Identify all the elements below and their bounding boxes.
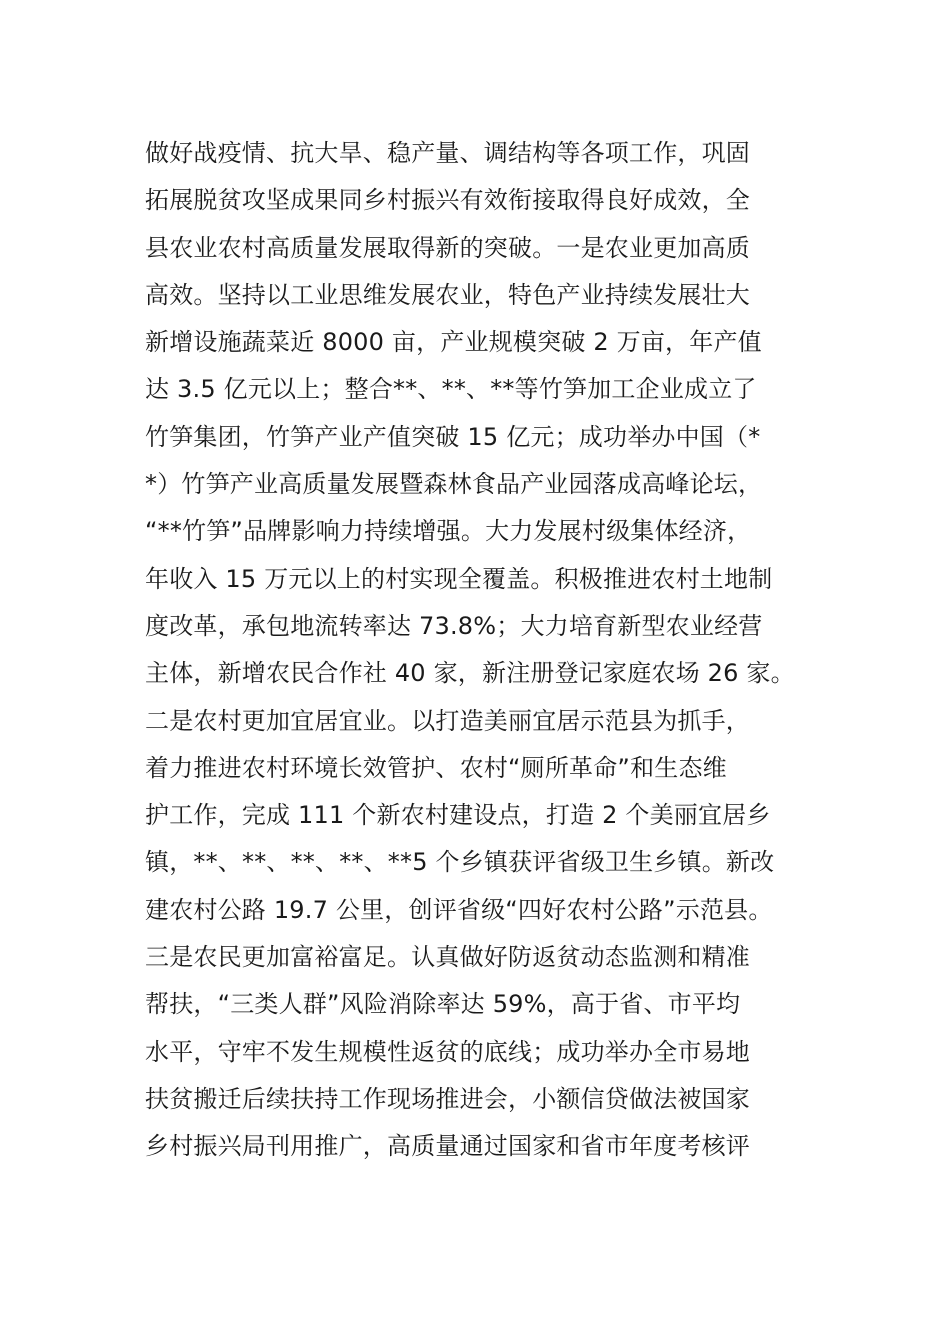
text-line: 新增设施蔬菜近 8000 亩，产业规模突破 2 万亩，年产值 (145, 328, 762, 357)
text-line: 高效。坚持以工业思维发展农业，特色产业持续发展壮大 (145, 280, 750, 309)
text-line: 达 3.5 亿元以上；整合**、**、**等竹笋加工企业成立了 (145, 375, 757, 404)
text-line: 三是农民更加富裕富足。认真做好防返贫动态监测和精准 (145, 943, 750, 972)
text-line: 水平，守牢不发生规模性返贫的底线；成功举办全市易地 (145, 1037, 750, 1066)
text-line: 做好战疫情、抗大旱、稳产量、调结构等各项工作，巩固 (145, 139, 750, 167)
body-text (145, 130, 835, 1171)
text-line: 乡村振兴局刊用推广，高质量通过国家和省市年度考核评 (145, 1132, 750, 1161)
text-line: 拓展脱贫攻坚成果同乡村振兴有效衔接取得良好成效，全 (145, 186, 750, 215)
text-line: 着力推进农村环境长效管护、农村“厕所革命”和生态维 (145, 753, 727, 782)
text-line: 护工作，完成 111 个新农村建设点，打造 2 个美丽宜居乡 (145, 801, 771, 830)
text-line: 二是农村更加宜居宜业。以打造美丽宜居示范县为抓手， (145, 706, 750, 735)
text-line: *）竹笋产业高质量发展暨森林食品产业园落成高峰论坛， (145, 470, 763, 499)
text-line: 县农业农村高质量发展取得新的突破。一是农业更加高质 (145, 233, 750, 262)
text-line: 建农村公路 19.7 公里，创评省级“四好农村公路”示范县。 (145, 895, 773, 924)
text-line: 主体，新增农民合作社 40 家，新注册登记家庭农场 26 家。 (145, 659, 795, 688)
text-line: 竹笋集团，竹笋产业产值突破 15 亿元；成功举办中国（* (145, 422, 761, 451)
text-line: 帮扶，“三类人群”风险消除率达 59%，高于省、市平均 (145, 990, 741, 1019)
text-line: 扶贫搬迁后续扶持工作现场推进会，小额信贷做法被国家 (145, 1084, 750, 1113)
text-line: 度改革，承包地流转率达 73.8%；大力培育新型农业经营 (145, 611, 763, 640)
text-line: 年收入 15 万元以上的村实现全覆盖。积极推进农村土地制 (145, 564, 773, 593)
text-line: “**竹笋”品牌影响力持续增强。大力发展村级集体经济， (145, 517, 752, 546)
text-line: 镇，**、**、**、**、**5 个乡镇获评省级卫生乡镇。新改 (145, 848, 775, 877)
